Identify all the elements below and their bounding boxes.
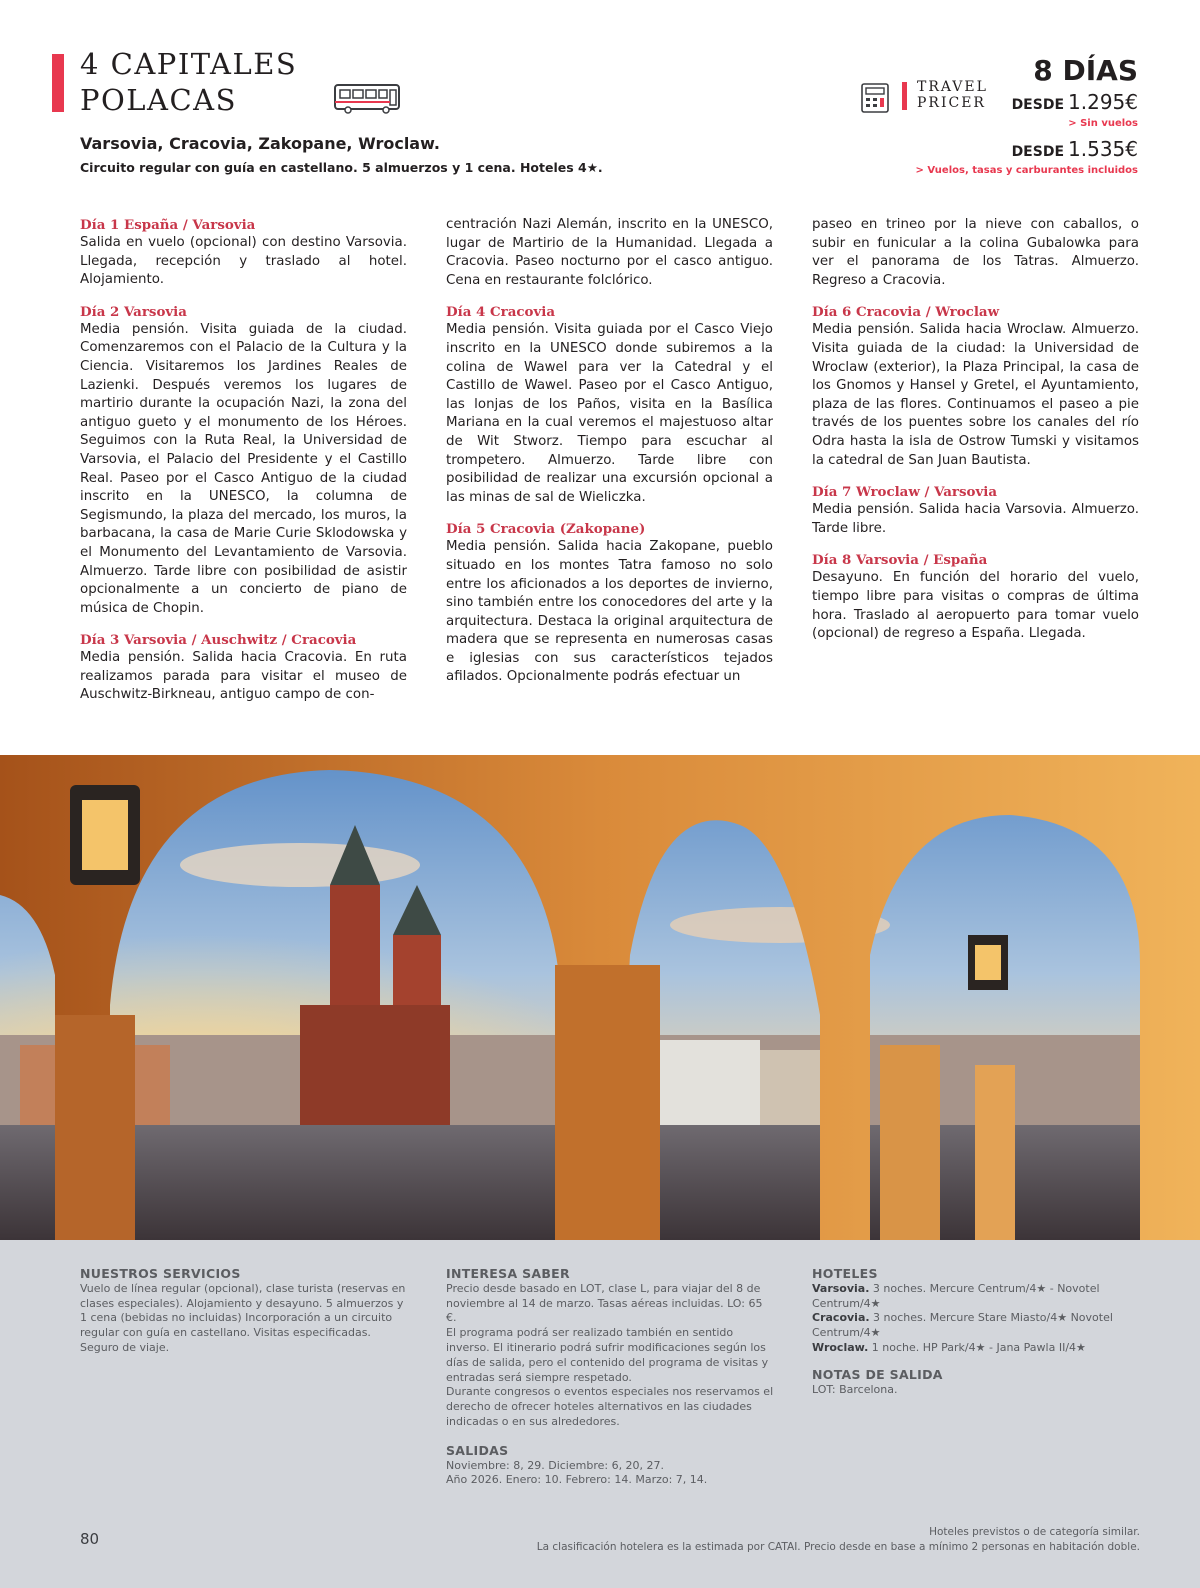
hotels-section [812, 1267, 1142, 1397]
services-title: NUESTROS SERVICIOS [80, 1266, 241, 1281]
page-number: 80 [80, 1530, 100, 1548]
travel-pricer-badge [917, 79, 988, 111]
footnote-line-1: Hoteles previstos o de categoría similar. [929, 1526, 1140, 1538]
travel-pricer-bar [902, 82, 907, 110]
price-with-flights [1012, 137, 1138, 161]
services-text: Vuelo de línea regular (opcional), clase turista (reservas en clases especiales). Alojamiento y desayuno. 5 almuerzos y 1 cena (bebidas no incluidas) Incorporación a un circuito regular con guía en castellano. Visitas especificadas. Seguro de viaje. [80, 1281, 406, 1354]
hotel-item [812, 1341, 1142, 1356]
calculator-icon [861, 83, 889, 113]
day-title: Día 8 Varsovia / España [812, 552, 988, 569]
departures-line: Noviembre: 8, 29. Diciembre: 6, 20, 27. [446, 1458, 665, 1472]
hotel-detail: 3 noches. Mercure Centrum/4★ - Novotel Centrum/4★ [812, 1281, 1100, 1310]
footnote [537, 1525, 1140, 1555]
day-text: Desayuno. En función del horario del vuelo, tiempo libre para visitas o compras de última hora. Traslado al aeropuerto para tomar vuelo (opcional) de regreso a España. Llegada. [812, 570, 1139, 642]
price-label: DESDE [1011, 97, 1065, 113]
services-section [80, 1267, 410, 1356]
departures-line: Año 2026. Enero: 10. Febrero: 14. Marzo: 7, 14. [446, 1473, 708, 1487]
day-title: Día 5 Cracovia (Zakopane) [446, 521, 646, 538]
day-text: Media pensión. Salida hacia Wroclaw. Almuerzo. Visita guiada de la ciudad: la Universidad de Wroclaw (exterior), la Plaza Principal, la casa de los Gnomos y Hansel y Gretel, el Ayuntamiento, plaza de las flores. Continuamos el paseo a pie través de los puentes sobre los canales del río Odra hasta la isla de Ostrow Tumski y visitamos la catedral de San Juan Bautista. [812, 322, 1139, 468]
departures-title: SALIDAS [446, 1442, 509, 1458]
route-summary: Circuito regular con guía en castellano. 5 almuerzos y 1 cena. Hoteles 4★. [80, 160, 603, 175]
day-text: Media pensión. Visita guiada de la ciudad. Comenzaremos con el Palacio de la Cultura y la Ciencia. Visitaremos los Jardines Reales de Lazienki. Después veremos los lugares de martirio durante la ocupación Nazi, la zona del antiguo gueto y el monumento de los Héroes. Seguimos con la Ruta Real, la Universidad de Varsovia, el Palacio del Presidente y el Castillo Real. Paseo por el Casco Antiguo de la ciudad inscrito en la UNESCO, la columna de Segismundo, la plaza del mercado, los muros, la barbacana, la casa de Marie Curie Sklodowska y el Monumento del Levantamiento de Varsovia. Almuerzo. Tarde libre con posibilidad de asistir opcionalmente a un concierto de piano de música de Chopin. [80, 321, 407, 616]
good-to-know-title: INTERESA SABER [446, 1266, 570, 1281]
good-to-know-text: El programa podrá ser realizado también en sentido inverso. El itinerario podrá sufrir modificaciones según los días de salida, pero el contenido del programa de visitas y entradas será siempre respetado. [446, 1326, 769, 1384]
trip-duration: 8 DÍAS [1033, 54, 1138, 87]
title-accent-bar [52, 54, 64, 112]
price-note-flights-included: > Vuelos, tasas y carburantes incluidos [915, 165, 1138, 176]
day-title: Día 1 España / Varsovia [80, 217, 256, 233]
day-text: Media pensión. Salida hacia Zakopane, pueblo situado en los montes Tatra famoso no solo entre los aficionados a los deportes de invierno, sino también entre los conocedores del arte y la arquitectura. Destaca la original arquitectura de madera que se representa en numerosas casas e iglesias con sus característicos tejados afilados. Opcionalmente podrás efectuar un [446, 539, 773, 685]
exit-notes-title: NOTAS DE SALIDA [812, 1366, 943, 1382]
day-title: Día 7 Wroclaw / Varsovia [812, 484, 998, 501]
bus-icon [334, 83, 402, 115]
good-to-know-text: Precio desde basado en LOT, clase L, para viajar del 8 de noviembre al 14 de marzo. Tasas aéreas incluidas. LO: 65 €. [446, 1281, 763, 1325]
hotel-item [812, 1311, 1142, 1341]
day-text: Media pensión. Visita guiada por el Casco Viejo inscrito en la UNESCO donde subiremos a la colina de Wawel para ver la Catedral y el Castillo de Wawel. Paseo por el Casco Antiguo, las lonjas de los Paños, visita en la Basílica Mariana en la cual veremos el majestuoso altar de Wit Stworz. Tiempo para escuchar al trompetero. Almuerzo. Tarde libre con posibilidad de realizar una excursión opcional a las minas de sal de Wieliczka. [446, 322, 773, 505]
day-title: Día 2 Varsovia [80, 303, 187, 320]
day-text: Salida en vuelo (opcional) con destino Varsovia. Llegada, recepción y traslado al hotel. Alojamiento. [80, 235, 407, 288]
day-text: Media pensión. Salida hacia Varsovia. Almuerzo. Tarde libre. [812, 502, 1139, 536]
price-value: 1.535€ [1068, 137, 1138, 161]
hotel-city: Wroclaw. [812, 1340, 869, 1354]
itinerary-column-2 [446, 216, 773, 687]
day-title: Día 6 Cracovia / Wroclaw [812, 304, 1000, 321]
badge-line-1: TRAVEL [917, 79, 988, 95]
hotel-detail: 1 noche. HP Park/4★ - Jana Pawla II/4★ [871, 1340, 1086, 1354]
hotel-item [812, 1282, 1142, 1312]
day-title: Día 3 Varsovia / Auschwitz / Cracovia [80, 632, 357, 649]
hotel-detail: 3 noches. Mercure Stare Miasto/4★ Novotel Centrum/4★ [812, 1311, 1113, 1340]
day-text: paseo en trineo por la nieve con caballos, o subir en funicular a la colina Gubalowka para ver el panorama de los Tatras. Almuerzo. Regreso a Cracovia. [812, 217, 1139, 288]
day-text: centración Nazi Alemán, inscrito en la UNESCO, lugar de Martirio de la Humanidad. Llegada a Cracovia. Paseo nocturno por el casco antiguo. Cena en restaurante folclórico. [446, 217, 773, 288]
badge-line-2: PRICER [917, 95, 986, 111]
title-line-1: 4 CAPITALES [80, 47, 298, 81]
footnote-line-2: La clasificación hotelera es la estimada por CATAI. Precio desde en base a mínimo 2 personas en habitación doble. [536, 1541, 1140, 1553]
itinerary-column-1 [80, 216, 407, 705]
day-title: Día 4 Cracovia [446, 304, 556, 321]
route-cities: Varsovia, Cracovia, Zakopane, Wroclaw. [80, 134, 440, 153]
hotel-city: Varsovia. [812, 1281, 870, 1295]
price-without-flights [1012, 90, 1138, 114]
hotel-city: Cracovia. [812, 1311, 870, 1325]
price-note-no-flights: > Sin vuelos [1068, 118, 1138, 129]
page-title [80, 46, 297, 118]
title-line-2: POLACAS [80, 83, 237, 117]
price-label: DESDE [1011, 144, 1065, 160]
itinerary-column-3 [812, 216, 1139, 644]
price-value: 1.295€ [1068, 90, 1138, 114]
krakow-cloth-hall-arcade-photo [0, 755, 1200, 1240]
good-to-know-text: Durante congresos o eventos especiales nos reservamos el derecho de ofrecer hoteles alternativos en las ciudades indicadas o en sus alrededores. [446, 1385, 774, 1428]
good-to-know-section [446, 1267, 776, 1488]
hotels-title: HOTELES [812, 1266, 878, 1281]
exit-notes-text: LOT: Barcelona. [812, 1382, 898, 1396]
lantern-left [70, 785, 140, 885]
day-text: Media pensión. Salida hacia Cracovia. En ruta realizamos parada para visitar el museo de Auschwitz-Birkneau, antiguo campo de con- [80, 650, 407, 703]
